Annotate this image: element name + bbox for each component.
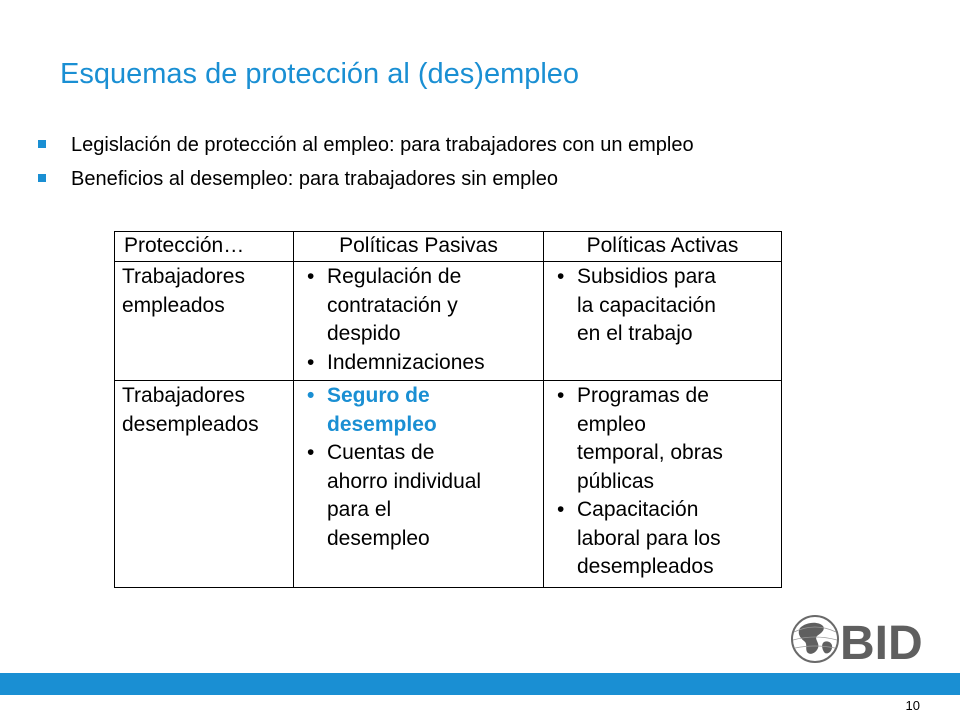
item-line: despido <box>327 322 401 345</box>
globe-icon <box>792 616 838 662</box>
bullet-dot-icon: • <box>307 265 315 288</box>
row-label-empleados <box>122 263 290 320</box>
item-line: contratación y <box>327 293 458 317</box>
protection-table <box>114 231 782 588</box>
list-item <box>296 439 541 553</box>
table-border <box>114 380 782 381</box>
list-item <box>296 263 541 349</box>
item-line: la capacitación <box>577 293 716 317</box>
bullet-dot-icon: • <box>557 265 565 288</box>
page-number: 10 <box>905 698 920 713</box>
cell-pasivas-desempleados <box>296 382 541 553</box>
cell-activas-desempleados <box>546 382 780 582</box>
bullet-item <box>38 128 694 162</box>
item-line: empleo <box>577 412 646 436</box>
cell-pasivas-empleados <box>296 263 541 377</box>
item-line: Indemnizaciones <box>327 350 485 374</box>
item-line: para el <box>327 498 392 521</box>
cell-activas-empleados <box>546 263 780 349</box>
table-border <box>114 231 115 588</box>
item-line: ahorro individual <box>327 469 482 493</box>
item-line: Subsidios para <box>577 265 716 288</box>
table-border <box>781 231 782 588</box>
item-line: laboral para los <box>577 526 721 550</box>
bullet-dot-icon: • <box>557 498 565 521</box>
header-politicas-pasivas: Políticas Pasivas <box>339 234 498 257</box>
header-politicas-activas: Políticas Activas <box>586 234 739 257</box>
header-proteccion: Protección… <box>124 234 245 257</box>
item-line: Programas de <box>577 384 709 407</box>
bid-logo <box>790 612 936 666</box>
table-border <box>293 231 294 588</box>
bullet-text: Legislación de protección al empleo: para trabajadores con un empleo <box>71 134 694 156</box>
list-item <box>546 382 780 496</box>
bullet-dot-icon: • <box>307 384 315 407</box>
item-line: Capacitación <box>577 498 699 521</box>
row-label-line: empleados <box>122 293 225 317</box>
footer-bar <box>0 673 960 695</box>
bullet-dot-icon: • <box>307 441 315 464</box>
table-border <box>114 261 782 262</box>
list-item <box>296 349 541 378</box>
bullet-text: Beneficios al desempleo: para trabajadores sin empleo <box>71 168 558 190</box>
row-label-desempleados <box>122 382 292 439</box>
table-border <box>114 587 782 588</box>
item-line: en el trabajo <box>577 322 693 345</box>
square-bullet-icon <box>38 174 46 182</box>
list-item <box>546 263 780 349</box>
list-item <box>546 496 780 582</box>
bullet-dot-icon: • <box>307 350 315 374</box>
row-label-line: Trabajadores <box>122 384 245 407</box>
logo-text: BID <box>840 617 923 666</box>
slide-title: Esquemas de protección al (des)empleo <box>60 58 580 90</box>
table-border <box>543 231 544 588</box>
item-line: desempleados <box>577 555 714 578</box>
bullet-dot-icon: • <box>557 384 565 407</box>
item-line: Regulación de <box>327 265 462 288</box>
row-label-line: Trabajadores <box>122 265 245 288</box>
row-label-line: desempleados <box>122 412 259 436</box>
bullet-item <box>38 162 694 196</box>
item-line: desempleo <box>327 526 430 550</box>
item-line: Cuentas de <box>327 441 435 464</box>
item-line: temporal, obras <box>577 441 723 464</box>
item-line: Seguro de <box>327 384 430 407</box>
bullet-list <box>38 128 694 196</box>
list-item-highlight <box>296 382 541 439</box>
item-line: públicas <box>577 469 655 493</box>
item-line: desempleo <box>327 412 437 436</box>
square-bullet-icon <box>38 140 46 148</box>
